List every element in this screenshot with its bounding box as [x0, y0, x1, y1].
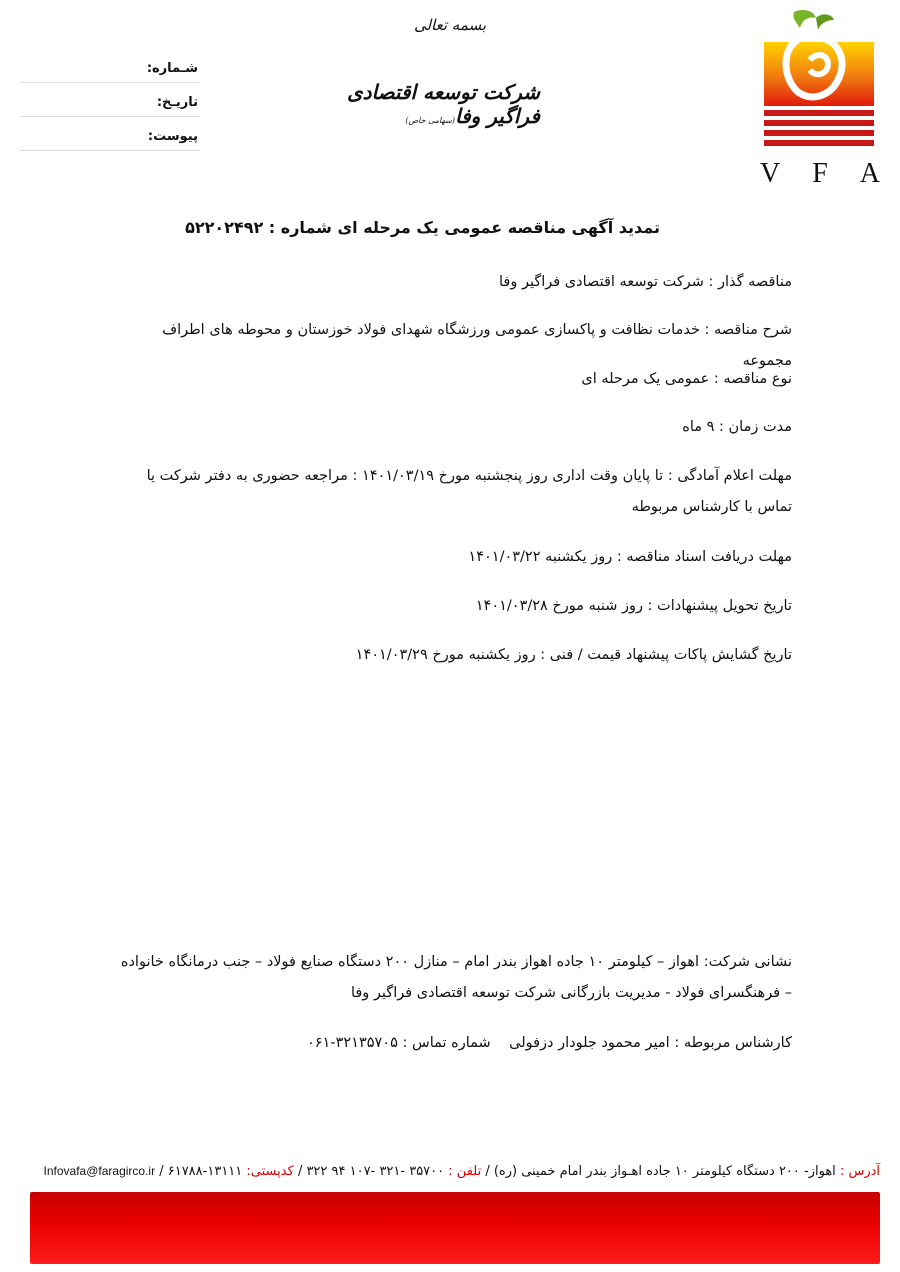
footer-email[interactable]: Infovafa@faragirco.ir: [43, 1164, 156, 1178]
footer-address-label: آدرس :: [839, 1164, 880, 1179]
footer-red-band: [30, 1192, 880, 1264]
tender-issuer: مناقصه گذار : شرکت توسعه اقتصادی فراگیر وفا: [499, 274, 792, 290]
footer-address-text: اهواز- ۲۰۰ دستگاه کیلومتر ۱۰ جاده اهـواز بندر امام خمینی (ره) /: [485, 1164, 836, 1179]
notice-title: تمدید آگهی مناقصه عمومی یک مرحله ای شماره : ۵۲۲۰۲۴۹۲: [185, 218, 660, 237]
logo-letters: [760, 158, 880, 190]
attachment-field: [20, 120, 200, 151]
tender-duration: مدت زمان : ۹ ماه: [682, 419, 792, 435]
footer-phone-text: ۳۵۷۰۰ -۳۲۱ -۱۰۷ ۹۴ ۳۲۲ /: [297, 1164, 445, 1179]
footer-postal-text: ۱۳۱۱۱-۶۱۷۸۸ /: [159, 1164, 243, 1179]
logo-letter: V: [760, 158, 781, 189]
company-name-header: [300, 80, 540, 128]
bismillah-heading: بسمه تعالی: [413, 16, 487, 34]
logo-letter: F: [812, 158, 828, 189]
opening-date: تاریخ گشایش پاکات پیشنهاد قیمت / فنی : روز یکشنبه مورخ ۱۴۰۱/۰۳/۲۹: [355, 647, 792, 663]
contact-person: کارشناس مربوطه : امیر محمود جلودار دزفولی شماره تماس : ۳۲۱۳۵۷۰۵-۰۶۱: [306, 1035, 792, 1051]
readiness-deadline: مهلت اعلام آمادگی : تا پایان وقت اداری روز پنجشنبه مورخ ۱۴۰۱/۰۳/۱۹ : مراجعه حضوری به دفتر شرکت یا تماس با کارشناس مربوطه: [146, 468, 792, 515]
logo-letter: A: [859, 158, 880, 189]
date-label: تاریـخ:: [156, 95, 198, 110]
company-name: شرکت توسعه اقتصادی فراگیر وفا: [346, 80, 540, 128]
company-address: نشانی شرکت: اهواز – کیلومتر ۱۰ جاده اهواز بندر امام – منازل ۲۰۰ دستگاه صنایع فولاد – جنب درمانگاه خانواده – فرهنگسرای فولاد - مدیریت بازرگانی شرکت توسعه اقتصادی فراگیر وفا: [120, 954, 792, 1001]
footer-postal-label: کدپستی:: [246, 1164, 294, 1179]
footer-address-line: [28, 1164, 880, 1179]
company-type: (سهامی خاص): [405, 116, 455, 125]
tender-type: نوع مناقصه : عمومی یک مرحله ای: [581, 371, 792, 387]
vfa-logo-icon: [758, 8, 880, 156]
number-label: شـماره:: [146, 61, 198, 76]
date-field: [20, 86, 200, 117]
number-field: [20, 52, 200, 83]
attachment-label: پیوست:: [147, 129, 198, 144]
footer-phone-label: تلفن :: [448, 1164, 482, 1179]
tender-description: شرح مناقصه : خدمات نظافت و پاکسازی عمومی ورزشگاه شهدای فولاد خوزستان و محوطه های اطراف مجموعه: [162, 322, 792, 369]
documents-deadline: مهلت دریافت اسناد مناقصه : روز یکشنبه ۱۴۰۱/۰۳/۲۲: [468, 549, 792, 565]
submission-date: تاریخ تحویل پیشنهادات : روز شنبه مورخ ۱۴۰۱/۰۳/۲۸: [475, 598, 792, 614]
